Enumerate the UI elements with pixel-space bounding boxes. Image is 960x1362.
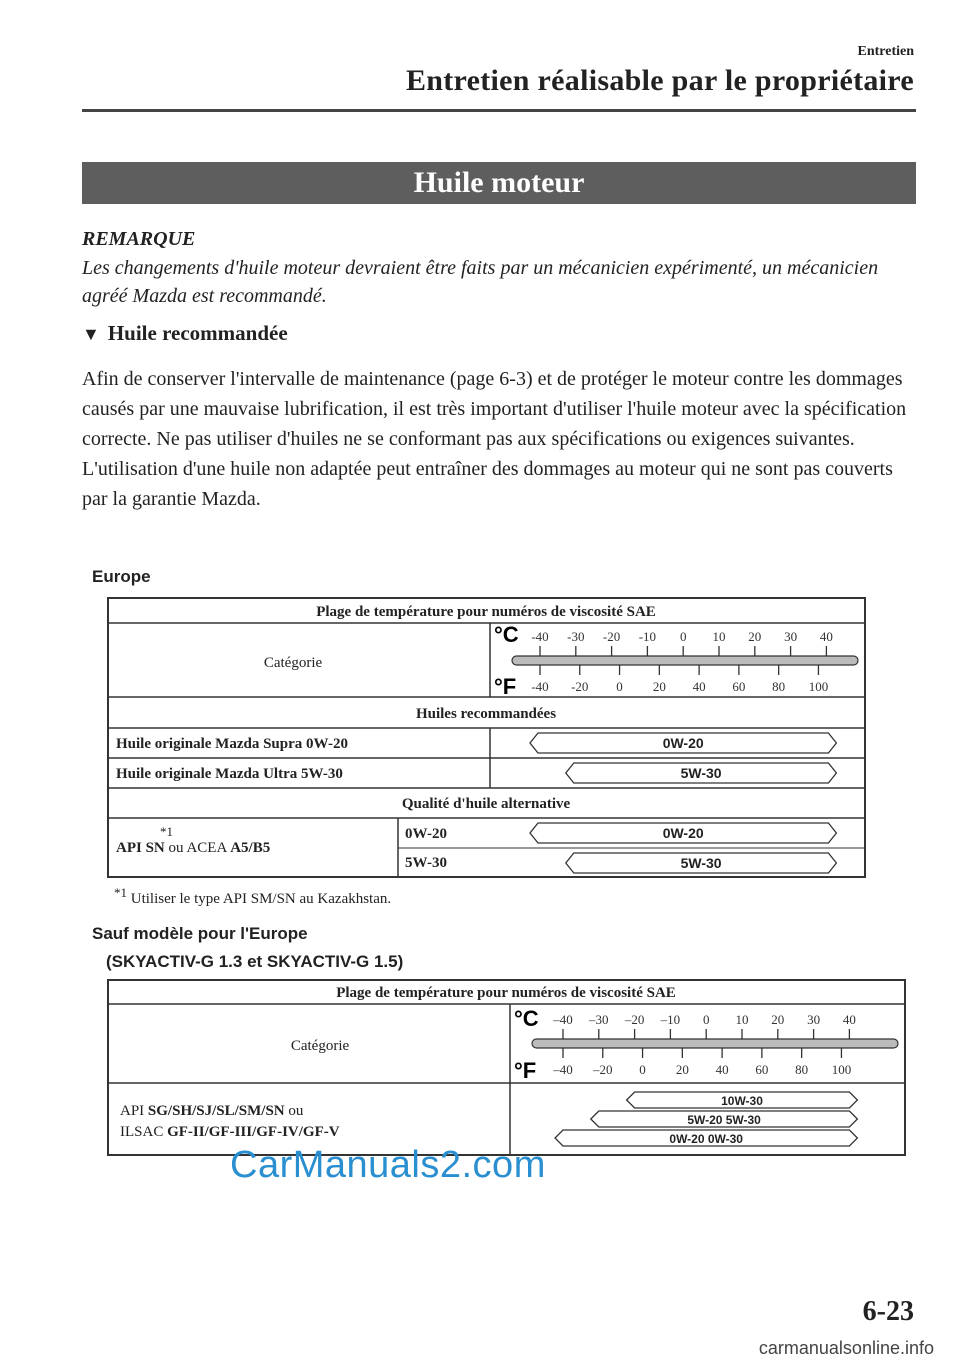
spec-prefix-api: API: [120, 1103, 145, 1119]
temperature-scale-bar: [532, 1039, 898, 1048]
table1-header: Plage de température pour numéros de viscosité SAE: [316, 604, 656, 620]
fahrenheit-tick-label: 100: [808, 679, 829, 694]
fahrenheit-tick-label: 60: [755, 1062, 769, 1077]
fahrenheit-unit: °F: [494, 674, 517, 699]
remark-title: REMARQUE: [82, 228, 196, 250]
fahrenheit-tick-label: 20: [675, 1062, 689, 1077]
table1-alt-acea: A5/B5: [230, 840, 271, 856]
celsius-tick-label: –10: [660, 1012, 681, 1027]
viscosity-grade-label: 5W-30: [680, 765, 722, 781]
table2-header: Plage de température pour numéros de viscosité SAE: [336, 985, 676, 1001]
fahrenheit-tick-label: 20: [652, 679, 666, 694]
fahrenheit-tick-label: –40: [553, 1062, 573, 1077]
celsius-tick-label: 40: [842, 1012, 856, 1027]
fahrenheit-tick-label: 0: [639, 1062, 646, 1077]
viscosity-grade-label: 5W-30: [680, 855, 722, 871]
fahrenheit-tick-label: 40: [715, 1062, 729, 1077]
spec-prefix-ilsac: ILSAC: [120, 1124, 164, 1140]
table2-spec-line2: [120, 1124, 340, 1140]
viscosity-grade-label: 0W-20 0W-30: [669, 1132, 743, 1146]
section-banner: Huile moteur: [82, 162, 916, 204]
subheading-text: Huile recommandée: [107, 321, 288, 345]
body-paragraph: Afin de conserver l'intervalle de maintenance (page 6-3) et de protéger le moteur contre les dommages causés par une mauvaise lubrification, il est très important d'utiliser l'huile moteur avec la spécification correcte. Ne pas utiliser d'huiles ne se conformant pas aux spécifications ou exigences suivantes. L'utilisation d'une huile non adaptée peut entraîner des dommages au moteur qui ne sont pas couverts par la garantie Mazda.: [82, 368, 907, 510]
fahrenheit-tick-label: 80: [772, 679, 786, 694]
celsius-tick-label: 20: [771, 1012, 785, 1027]
celsius-tick-label: 40: [819, 629, 833, 644]
celsius-tick-label: 20: [748, 629, 762, 644]
celsius-tick-label: –40: [553, 1012, 573, 1027]
table1-row-label: Huile originale Mazda Ultra 5W-30: [116, 766, 343, 782]
chapter-title: Entretien réalisable par le propriétaire: [405, 64, 914, 97]
celsius-tick-label: -40: [531, 629, 549, 644]
celsius-tick-label: 10: [712, 629, 726, 644]
table1-alt-row-label: 0W-20: [405, 826, 447, 842]
spec-ou: ou: [288, 1103, 304, 1119]
celsius-tick-label: 10: [735, 1012, 749, 1027]
footnote-text: Utiliser le type API SM/SN au Kazakhstan.: [130, 891, 392, 907]
remark-text: Les changements d'huile moteur devraient être faits par un mécanicien expérimenté, un mécanicien agréé Mazda est recommandé.: [82, 257, 879, 307]
fahrenheit-tick-label: 60: [732, 679, 746, 694]
celsius-tick-label: -20: [602, 629, 621, 644]
fahrenheit-tick-label: 80: [795, 1062, 809, 1077]
fahrenheit-tick-label: 0: [616, 679, 623, 694]
section-label: Entretien: [857, 44, 914, 59]
footnote-mark: *1: [114, 885, 127, 900]
viscosity-grade-label: 5W-20 5W-30: [687, 1113, 761, 1127]
celsius-tick-label: 30: [807, 1012, 821, 1027]
table2-category-label: Catégorie: [290, 1038, 350, 1054]
fahrenheit-tick-label: -40: [531, 679, 549, 694]
celsius-tick-label: -10: [638, 629, 657, 644]
celsius-tick-label: –20: [624, 1012, 645, 1027]
page-number: 6-23: [862, 1296, 914, 1327]
fahrenheit-tick-label: 100: [831, 1062, 852, 1077]
table2-spec-line1: [120, 1103, 304, 1119]
table1-alt-api: API SN: [116, 840, 165, 856]
site-watermark: carmanualsonline.info: [758, 1338, 934, 1358]
fahrenheit-tick-label: -20: [571, 679, 589, 694]
table1-region-label: Europe: [92, 567, 151, 586]
table1-recommended-header: Huiles recommandées: [415, 706, 557, 722]
table1-row-label: Huile originale Mazda Supra 0W-20: [116, 736, 348, 752]
spec-ilsac-grades: GF-II/GF-III/GF-IV/GF-V: [167, 1124, 340, 1140]
fahrenheit-unit: °F: [514, 1058, 537, 1083]
fahrenheit-tick-label: 40: [692, 679, 706, 694]
table2-region-label: Sauf modèle pour l'Europe: [92, 924, 308, 943]
carmanuals-watermark: CarManuals2.com: [230, 1144, 546, 1186]
celsius-tick-label: 0: [702, 1012, 710, 1027]
celsius-tick-label: -30: [567, 629, 585, 644]
celsius-tick-label: 0: [679, 629, 687, 644]
table2-engine-label: (SKYACTIV-G 1.3 et SKYACTIV-G 1.5): [106, 952, 404, 971]
table1-alt-mid: ou ACEA: [168, 840, 227, 856]
triangle-marker-icon: ▼: [82, 324, 100, 344]
table1-alt-note-mark: *1: [160, 824, 173, 839]
fahrenheit-tick-label: –20: [593, 1062, 613, 1077]
spec-api-grades: SG/SH/SJ/SL/SM/SN: [147, 1103, 285, 1119]
celsius-unit: °C: [514, 1006, 539, 1031]
table1-category-label: Catégorie: [263, 655, 323, 671]
table1-alt-header: Qualité d'huile alternative: [401, 796, 571, 812]
viscosity-grade-label: 10W-30: [721, 1094, 763, 1108]
celsius-tick-label: –30: [589, 1012, 609, 1027]
celsius-tick-label: 30: [784, 629, 798, 644]
celsius-unit: °C: [494, 622, 519, 647]
viscosity-grade-label: 0W-20: [662, 825, 704, 841]
viscosity-grade-label: 0W-20: [662, 735, 704, 751]
table1-alt-row-label: 5W-30: [405, 855, 447, 871]
